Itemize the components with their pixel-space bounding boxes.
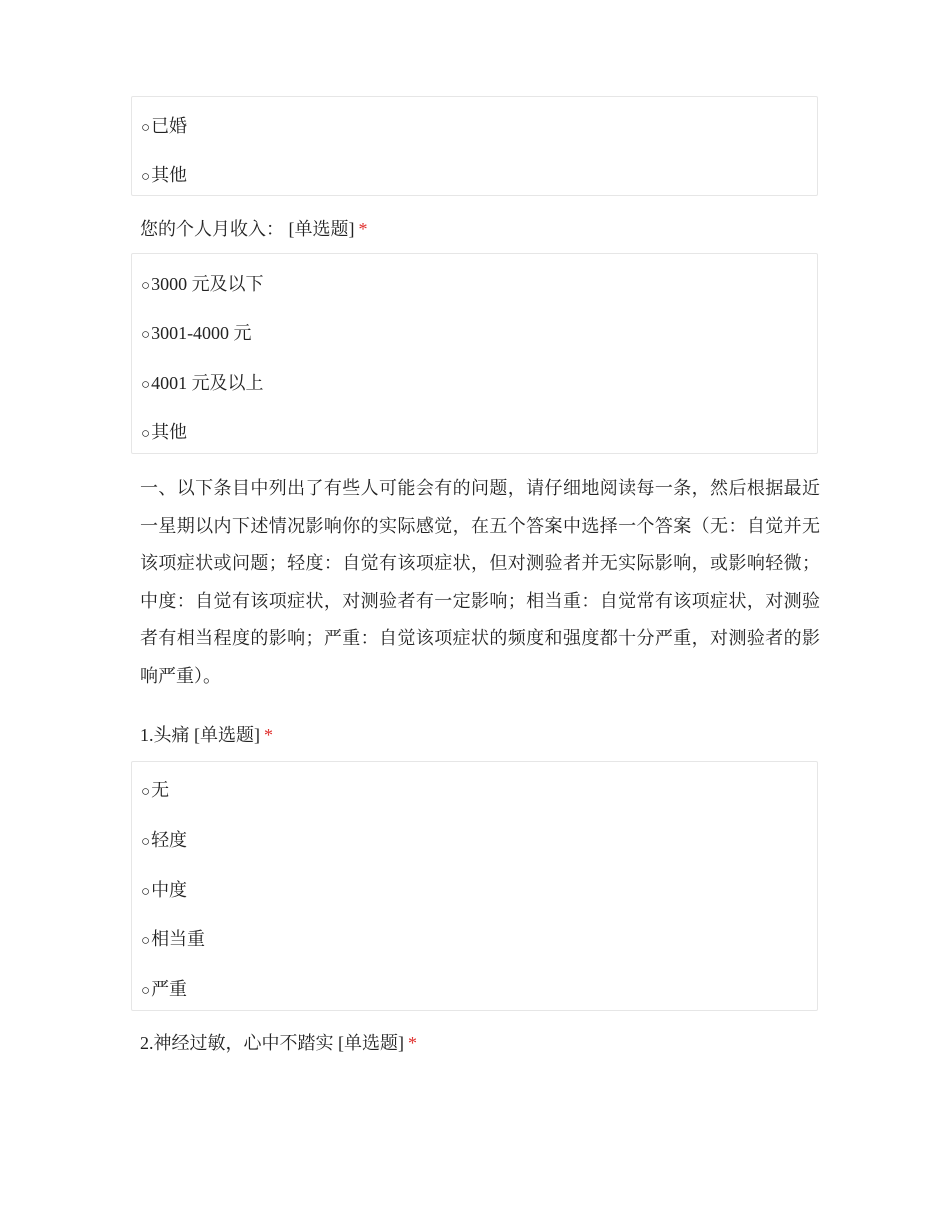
- option-income-3000[interactable]: ○3000 元及以下: [141, 274, 264, 294]
- option-other[interactable]: ○其他: [141, 165, 188, 185]
- instructions-paragraph: 一、以下条目中列出了有些人可能会有的问题，请仔细地阅读每一条，然后根据最近一星期以内下述情况影响你的实际感觉，在五个答案中选择一个答案（无：自觉并无该项症状或问题；轻度：自觉有该项症状，但对测验者并无实际影响，或影响轻微；中度：自觉有该项症状，对测验者有一定影响；相当重：自觉常有该项症状，对测验者有相当程度的影响；严重：自觉该项症状的频度和强度都十分严重，对测验者的影响严重）。: [140, 478, 820, 686]
- option-quite-severe[interactable]: ○相当重: [141, 929, 206, 949]
- radio-icon: ○: [141, 983, 151, 999]
- radio-icon: ○: [141, 933, 151, 949]
- radio-icon: ○: [141, 278, 151, 294]
- option-none[interactable]: ○无: [141, 780, 170, 800]
- radio-icon: ○: [141, 327, 151, 343]
- radio-icon: ○: [141, 884, 151, 900]
- radio-icon: ○: [141, 834, 151, 850]
- option-married[interactable]: ○已婚: [141, 116, 188, 136]
- option-mild[interactable]: ○轻度: [141, 830, 188, 850]
- option-moderate[interactable]: ○中度: [141, 880, 188, 900]
- radio-icon: ○: [141, 784, 151, 800]
- radio-icon: ○: [141, 169, 151, 185]
- radio-icon: ○: [141, 426, 151, 442]
- option-severe[interactable]: ○严重: [141, 979, 188, 999]
- marital-options-box: [131, 96, 818, 196]
- option-income-other[interactable]: ○其他: [141, 422, 188, 442]
- required-mark: *: [358, 219, 368, 239]
- q1-title: 1.头痛 [单选题] *: [140, 725, 273, 745]
- option-income-4001[interactable]: ○4001 元及以上: [141, 373, 264, 393]
- option-income-3001-4000[interactable]: ○3001-4000 元: [141, 323, 252, 343]
- income-options-box: [131, 253, 818, 454]
- required-mark: *: [264, 725, 273, 745]
- q1-options-box: [131, 761, 818, 1011]
- required-mark: *: [408, 1033, 417, 1053]
- radio-icon: ○: [141, 377, 151, 393]
- radio-icon: ○: [141, 120, 151, 136]
- q2-title: 2.神经过敏，心中不踏实 [单选题] *: [140, 1033, 417, 1053]
- income-question-title: 您的个人月收入： [单选题] *: [140, 219, 368, 239]
